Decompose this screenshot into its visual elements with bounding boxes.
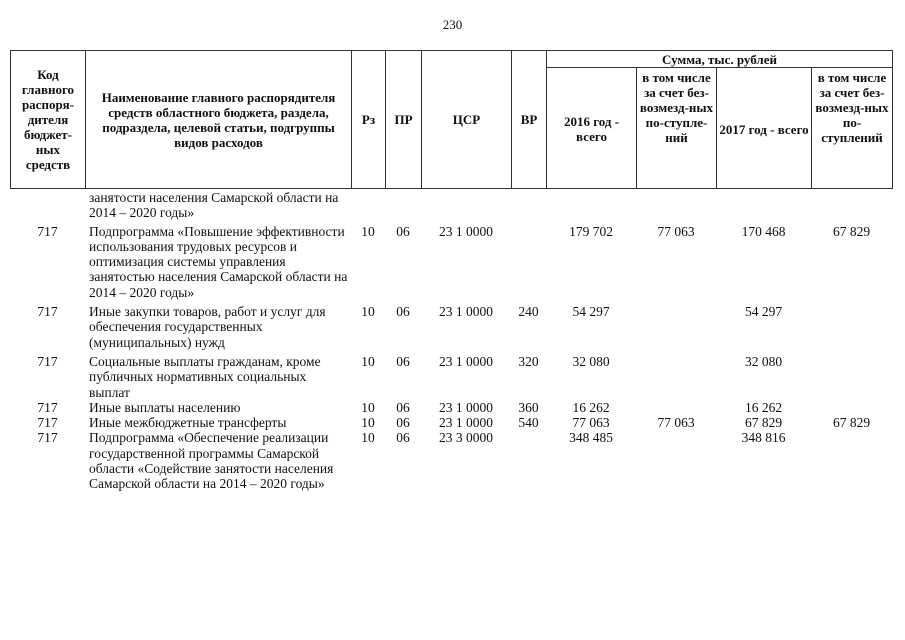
table-body	[10, 190, 892, 492]
row-2016-free	[636, 400, 716, 415]
row-code: 717	[37, 430, 58, 446]
row-2016-free	[636, 300, 716, 350]
row-csr: 23 1 0000	[439, 415, 493, 431]
header-2017-free: в том числе за счет без-возмезд-ных по-ступлений	[812, 68, 893, 189]
header-2017-total: 2017 год - всего	[717, 68, 812, 189]
row-code: 717	[37, 399, 58, 415]
row-vr: 540	[518, 415, 539, 431]
row-2017-total: 54 297	[744, 304, 783, 320]
row-2017-total: 348 816	[741, 430, 786, 446]
row-2017-free	[811, 400, 892, 415]
row-2017-total: 67 829	[744, 415, 783, 431]
row-2017-free: 67 829	[832, 223, 871, 239]
table-header	[10, 50, 893, 189]
row-csr: 23 1 0000	[439, 399, 493, 415]
page-number: 230	[442, 17, 463, 32]
row-csr: 23 1 0000	[439, 353, 493, 369]
table-row-continuation	[10, 190, 892, 221]
row-2016-total: 16 262	[572, 399, 610, 415]
row-2017-total: 16 262	[744, 399, 783, 415]
row-2016-free: 77 063	[657, 223, 695, 239]
row-csr: 23 1 0000	[439, 304, 493, 320]
header-rz: Рз	[352, 51, 386, 189]
table-row	[10, 415, 892, 430]
header-name: Наименование главного распорядителя средств областного бюджета, раздела, подраздела, целевой статьи, подгруппы видов расходов	[86, 51, 352, 189]
row-name: Иные выплаты населению	[89, 399, 241, 415]
row-2017-total: 32 080	[744, 353, 783, 369]
row-vr: 360	[518, 399, 539, 415]
row-pr: 06	[396, 415, 410, 431]
row-2016-total: 54 297	[572, 304, 610, 320]
row-2016-total: 32 080	[572, 353, 610, 369]
row-2016-total: 348 485	[569, 430, 613, 446]
row-rz: 10	[361, 353, 375, 369]
table-row	[10, 400, 892, 415]
table-row	[10, 350, 892, 400]
row-rz: 10	[361, 223, 375, 239]
row-pr: 06	[396, 223, 410, 239]
row-pr: 06	[396, 353, 410, 369]
row-2017-free	[811, 300, 892, 350]
row-2017-free: 67 829	[832, 415, 871, 431]
row-pr: 06	[396, 304, 410, 320]
header-csr: ЦСР	[422, 51, 512, 189]
header-sum: Сумма, тыс. рублей	[547, 51, 893, 68]
row-pr: 06	[396, 399, 410, 415]
row-2017-free	[811, 430, 892, 491]
row-code: 717	[37, 353, 58, 369]
row-2016-total: 179 702	[569, 223, 613, 239]
row-name: занятости населения Самарской области на 2014 – 2020 годы»	[89, 190, 339, 221]
row-name: Социальные выплаты гражданам, кроме публичных нормативных социальных выплат	[89, 353, 321, 400]
row-2016-free: 77 063	[657, 415, 695, 431]
row-code: 717	[37, 415, 58, 431]
row-vr: 240	[518, 304, 539, 320]
row-code: 717	[37, 223, 58, 239]
row-name: Подпрограмма «Обеспечение реализации государственной программы Самарской области «Содействие занятости населения Самарской области на 2014 – 2020 годы»	[89, 430, 334, 492]
row-2016-free	[636, 350, 716, 400]
header-pr: ПР	[386, 51, 422, 189]
row-name: Подпрограмма «Повышение эффективности использования трудовых ресурсов и оптимизация системы управления занятостью населения Самарской области на 2014 – 2020 годы»	[89, 223, 348, 300]
row-vr	[511, 430, 546, 491]
row-csr: 23 1 0000	[439, 223, 493, 239]
table-row	[10, 430, 892, 491]
row-pr: 06	[396, 430, 410, 446]
header-vr: ВР	[512, 51, 547, 189]
row-rz: 10	[361, 430, 375, 446]
row-2016-free	[636, 430, 716, 491]
row-name: Иные межбюджетные трансферты	[89, 415, 287, 431]
row-rz: 10	[361, 304, 375, 320]
row-vr: 320	[518, 353, 539, 369]
row-2017-total: 170 468	[741, 223, 786, 239]
row-code: 717	[37, 304, 58, 320]
table-row	[10, 221, 892, 300]
table-row	[10, 300, 892, 350]
row-csr: 23 3 0000	[439, 430, 493, 446]
header-2016-total: 2016 год - всего	[547, 68, 637, 189]
row-rz: 10	[361, 415, 375, 431]
row-name: Иные закупки товаров, работ и услуг для обеспечения государственных (муниципальных) нужд	[89, 304, 326, 350]
row-2017-free	[811, 350, 892, 400]
header-2016-free: в том числе за счет без-возмезд-ных по-ступле-ний	[637, 68, 717, 189]
row-vr	[511, 221, 546, 300]
row-rz: 10	[361, 399, 375, 415]
header-code: Код главного распоря-дителя бюджет-ных средств	[11, 51, 86, 189]
row-2016-total: 77 063	[572, 415, 610, 431]
